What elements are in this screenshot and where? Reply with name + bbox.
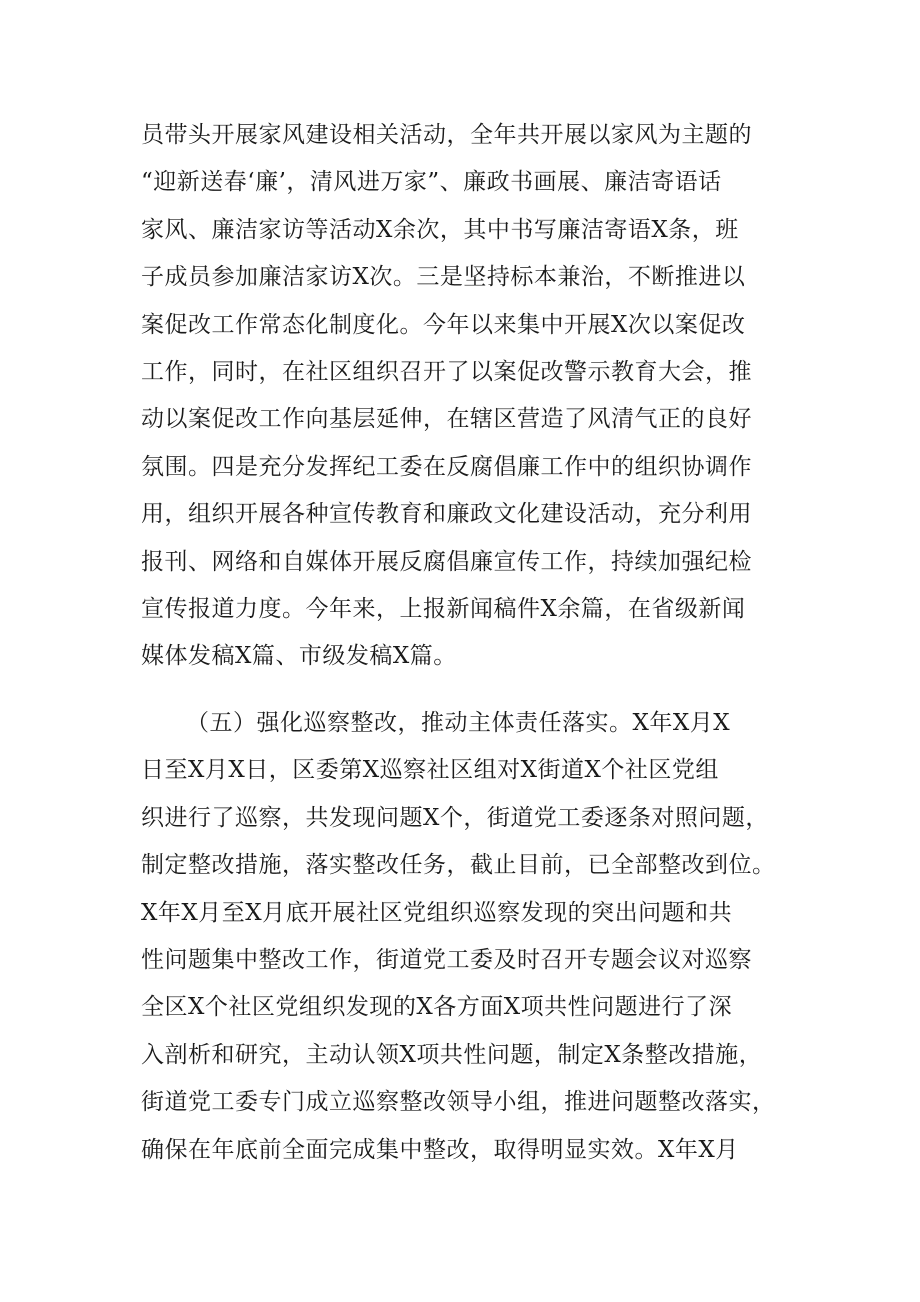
text-line: 案促改工作常态化制度化。今年以来集中开展X次以案促改 (141, 311, 746, 338)
text-line: 用，组织开展各种宣传教育和廉政文化建设活动，充分利用 (141, 501, 752, 528)
section-heading-line: （五）强化巡察整改，推动主体责任落实。X年X月X (186, 710, 731, 736)
text-line: 报刊、网络和自媒体开展反腐倡廉宣传工作，持续加强纪检 (141, 548, 752, 575)
text-line: 工作，同时，在社区组织召开了以案促改警示教育大会，推 (141, 358, 752, 385)
text-line: 宣传报道力度。今年来，上报新闻稿件X余篇，在省级新闻 (141, 595, 746, 622)
text-line: 员带头开展家风建设相关活动，全年共开展以家风为主题的 (141, 122, 752, 148)
text-line: 制定整改措施，落实整改任务，截止目前，已全部整改到位。 (141, 852, 776, 879)
text-line: 家风、廉洁家访等活动X余次，其中书写廉洁寄语X条，班 (141, 216, 739, 243)
text-line: 入剖析和研究，主动认领X项共性问题，制定X条整改措施， (141, 1041, 763, 1068)
text-line: 氛围。四是充分发挥纪工委在反腐倡廉工作中的组织协调作 (141, 453, 752, 480)
text-line: 确保在年底前全面完成集中整改，取得明显实效。X年X月 (141, 1136, 739, 1163)
text-line: 织进行了巡察，共发现问题X个，街道党工委逐条对照问题， (141, 804, 769, 831)
text-line: 子成员参加廉洁家访X次。三是坚持标本兼治，不断推进以 (141, 264, 746, 291)
text-line: “迎新送春‘廉’，清风进万家”、廉政书画展、廉洁寄语话 (141, 169, 722, 196)
paragraph-discipline-publicity (141, 112, 781, 681)
text-line: 日至X月X日，区委第X巡察社区组对X街道X个社区党组 (141, 757, 719, 784)
text-line: 性问题集中整改工作，街道党工委及时召开专题会议对巡察 (141, 946, 752, 973)
paragraph-inspection-rectification (141, 700, 781, 1174)
text-line: 全区X个社区党组织发现的X各方面X项共性问题进行了深 (141, 994, 733, 1021)
text-line: 街道党工委专门成立巡察整改领导小组，推进问题整改落实， (141, 1089, 776, 1116)
text-line: X年X月至X月底开展社区党组织巡察发现的突出问题和共 (141, 899, 733, 926)
text-line: 动以案促改工作向基层延伸，在辖区营造了风清气正的良好 (141, 406, 752, 433)
text-line: 媒体发稿X篇、市级发稿X篇。 (141, 643, 457, 670)
